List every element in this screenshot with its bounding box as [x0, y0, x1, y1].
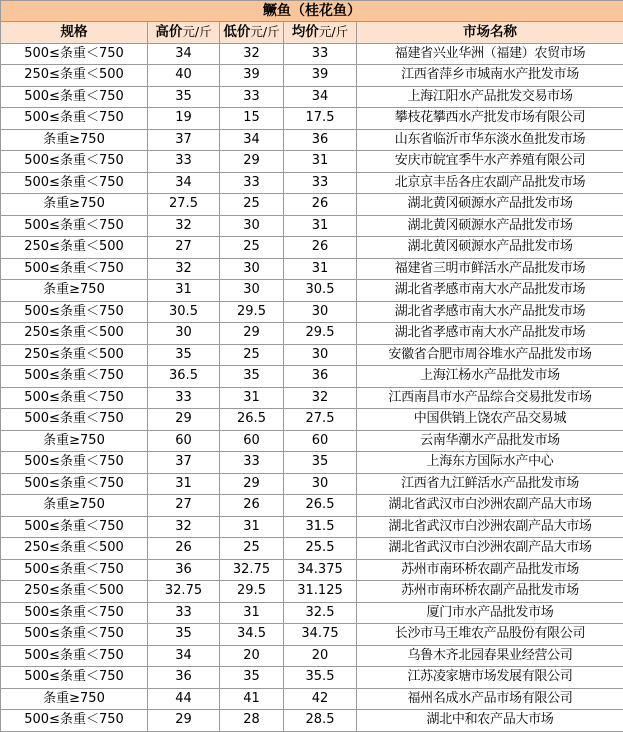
cell-avg-price: 26.5	[284, 495, 357, 517]
cell-avg-price: 26	[284, 237, 357, 259]
cell-low-price: 26	[220, 495, 284, 517]
header-market	[357, 22, 623, 44]
table-row	[1, 323, 623, 345]
cell-high-price: 33	[148, 602, 220, 624]
header-avg-unit: 元/斤	[319, 24, 348, 39]
cell-high-price: 33	[148, 151, 220, 173]
cell-avg-price: 20	[284, 645, 357, 667]
table-row	[1, 710, 623, 732]
cell-market-name: 乌鲁木齐北园春果业经营公司	[357, 645, 623, 667]
cell-low-price: 29	[220, 323, 284, 345]
table-row	[1, 430, 623, 452]
cell-market-name: 云南华潮水产品批发市场	[357, 430, 623, 452]
cell-low-price: 31	[220, 387, 284, 409]
cell-high-price: 37	[148, 129, 220, 151]
cell-spec: 250≤条重＜500	[1, 65, 148, 87]
cell-spec: 250≤条重＜500	[1, 538, 148, 560]
table-row	[1, 645, 623, 667]
cell-high-price: 34	[148, 172, 220, 194]
cell-low-price: 29.5	[220, 581, 284, 603]
cell-market-name: 上海江阳水产品批发交易市场	[357, 86, 623, 108]
cell-market-name: 江西省九江鲜活水产品批发市场	[357, 473, 623, 495]
cell-spec: 250≤条重＜500	[1, 323, 148, 345]
cell-high-price: 31	[148, 280, 220, 302]
cell-low-price: 20	[220, 645, 284, 667]
cell-spec: 500≤条重＜750	[1, 301, 148, 323]
cell-low-price: 30	[220, 280, 284, 302]
cell-market-name: 湖北省武汉市白沙洲农副产品大市场	[357, 538, 623, 560]
cell-avg-price: 33	[284, 172, 357, 194]
table-row	[1, 215, 623, 237]
cell-avg-price: 34.375	[284, 559, 357, 581]
cell-avg-price: 34	[284, 86, 357, 108]
cell-spec: 500≤条重＜750	[1, 559, 148, 581]
header-avg-label: 均价	[292, 24, 319, 40]
cell-spec: 250≤条重＜500	[1, 581, 148, 603]
cell-high-price: 19	[148, 108, 220, 130]
cell-low-price: 60	[220, 430, 284, 452]
cell-avg-price: 36	[284, 366, 357, 388]
title-row	[1, 1, 623, 22]
cell-avg-price: 31	[284, 258, 357, 280]
cell-market-name: 福州名成水产品市场有限公司	[357, 688, 623, 710]
cell-avg-price: 17.5	[284, 108, 357, 130]
table-row	[1, 151, 623, 173]
cell-market-name: 安庆市皖宜季牛水产养殖有限公司	[357, 151, 623, 173]
cell-avg-price: 31	[284, 215, 357, 237]
cell-high-price: 27.5	[148, 194, 220, 216]
cell-high-price: 40	[148, 65, 220, 87]
cell-spec: 500≤条重＜750	[1, 108, 148, 130]
table-row	[1, 602, 623, 624]
cell-avg-price: 35.5	[284, 667, 357, 689]
cell-avg-price: 30	[284, 473, 357, 495]
cell-avg-price: 30	[284, 344, 357, 366]
table-row	[1, 667, 623, 689]
cell-avg-price: 30	[284, 301, 357, 323]
cell-avg-price: 28.5	[284, 710, 357, 732]
cell-high-price: 32.75	[148, 581, 220, 603]
table-row	[1, 129, 623, 151]
table-row	[1, 366, 623, 388]
cell-spec: 500≤条重＜750	[1, 151, 148, 173]
cell-market-name: 湖北黄冈硕源水产品批发市场	[357, 194, 623, 216]
cell-high-price: 44	[148, 688, 220, 710]
cell-market-name: 长沙市马王堆农产品股份有限公司	[357, 624, 623, 646]
cell-high-price: 29	[148, 710, 220, 732]
cell-avg-price: 27.5	[284, 409, 357, 431]
header-row	[1, 22, 623, 44]
cell-high-price: 31	[148, 473, 220, 495]
table-row	[1, 516, 623, 538]
cell-avg-price: 31	[284, 151, 357, 173]
cell-avg-price: 25.5	[284, 538, 357, 560]
cell-market-name: 湖北省武汉市白沙洲农副产品大市场	[357, 516, 623, 538]
cell-avg-price: 31.125	[284, 581, 357, 603]
cell-market-name: 湖北中和农产品大市场	[357, 710, 623, 732]
cell-spec: 500≤条重＜750	[1, 645, 148, 667]
cell-avg-price: 31.5	[284, 516, 357, 538]
cell-high-price: 34	[148, 43, 220, 65]
cell-avg-price: 26	[284, 194, 357, 216]
cell-spec: 500≤条重＜750	[1, 387, 148, 409]
header-spec	[1, 22, 148, 44]
cell-market-name: 苏州市南环桥农副产品批发市场	[357, 559, 623, 581]
table-row	[1, 409, 623, 431]
cell-high-price: 26	[148, 538, 220, 560]
cell-spec: 条重≥750	[1, 129, 148, 151]
cell-low-price: 39	[220, 65, 284, 87]
cell-avg-price: 30.5	[284, 280, 357, 302]
cell-avg-price: 34.75	[284, 624, 357, 646]
cell-market-name: 山东省临沂市华东淡水鱼批发市场	[357, 129, 623, 151]
header-spec-label: 规格	[61, 24, 88, 40]
cell-low-price: 34	[220, 129, 284, 151]
cell-high-price: 32	[148, 516, 220, 538]
cell-high-price: 29	[148, 409, 220, 431]
cell-spec: 500≤条重＜750	[1, 43, 148, 65]
table-row	[1, 172, 623, 194]
cell-low-price: 28	[220, 710, 284, 732]
cell-avg-price: 32	[284, 387, 357, 409]
cell-market-name: 福建省兴业华洲（福建）农贸市场	[357, 43, 623, 65]
table-row	[1, 344, 623, 366]
cell-high-price: 36.5	[148, 366, 220, 388]
table-row	[1, 624, 623, 646]
cell-low-price: 15	[220, 108, 284, 130]
cell-low-price: 30	[220, 258, 284, 280]
cell-spec: 500≤条重＜750	[1, 602, 148, 624]
header-low-label: 低价	[223, 24, 250, 40]
cell-low-price: 29.5	[220, 301, 284, 323]
cell-low-price: 25	[220, 194, 284, 216]
cell-spec: 500≤条重＜750	[1, 624, 148, 646]
cell-low-price: 34.5	[220, 624, 284, 646]
cell-high-price: 37	[148, 452, 220, 474]
cell-market-name: 上海东方国际水产中心	[357, 452, 623, 474]
cell-high-price: 36	[148, 667, 220, 689]
cell-high-price: 32	[148, 215, 220, 237]
cell-spec: 500≤条重＜750	[1, 258, 148, 280]
cell-high-price: 27	[148, 237, 220, 259]
cell-avg-price: 36	[284, 129, 357, 151]
table-row	[1, 237, 623, 259]
cell-low-price: 31	[220, 602, 284, 624]
cell-high-price: 35	[148, 344, 220, 366]
cell-spec: 500≤条重＜750	[1, 516, 148, 538]
cell-market-name: 苏州市南环桥农副产品批发市场	[357, 581, 623, 603]
cell-market-name: 江西省萍乡市城南水产批发市场	[357, 65, 623, 87]
table-row	[1, 581, 623, 603]
header-avg	[284, 22, 357, 44]
cell-avg-price: 39	[284, 65, 357, 87]
cell-market-name: 湖北黄冈硕源水产品批发市场	[357, 237, 623, 259]
cell-market-name: 湖北省孝感市南大水产品批发市场	[357, 323, 623, 345]
cell-avg-price: 29.5	[284, 323, 357, 345]
header-low	[220, 22, 284, 44]
cell-market-name: 攀枝花攀西水产批发市场有限公司	[357, 108, 623, 130]
cell-spec: 条重≥750	[1, 688, 148, 710]
cell-low-price: 41	[220, 688, 284, 710]
cell-spec: 500≤条重＜750	[1, 452, 148, 474]
cell-market-name: 中国供销上饶农产品交易城	[357, 409, 623, 431]
cell-high-price: 30.5	[148, 301, 220, 323]
cell-high-price: 27	[148, 495, 220, 517]
table-row	[1, 452, 623, 474]
table-row	[1, 473, 623, 495]
cell-high-price: 33	[148, 387, 220, 409]
cell-spec: 条重≥750	[1, 495, 148, 517]
cell-market-name: 湖北黄冈硕源水产品批发市场	[357, 215, 623, 237]
cell-low-price: 32.75	[220, 559, 284, 581]
table-title: 鳜鱼（桂花鱼）	[1, 1, 623, 22]
cell-high-price: 60	[148, 430, 220, 452]
cell-spec: 500≤条重＜750	[1, 366, 148, 388]
cell-spec: 500≤条重＜750	[1, 86, 148, 108]
table-row	[1, 559, 623, 581]
cell-market-name: 北京京丰岳各庄农副产品批发市场	[357, 172, 623, 194]
cell-spec: 250≤条重＜500	[1, 344, 148, 366]
cell-spec: 500≤条重＜750	[1, 473, 148, 495]
cell-low-price: 29	[220, 473, 284, 495]
header-high-unit: 元/斤	[182, 24, 211, 39]
cell-low-price: 31	[220, 516, 284, 538]
cell-low-price: 33	[220, 452, 284, 474]
cell-low-price: 33	[220, 86, 284, 108]
cell-spec: 500≤条重＜750	[1, 215, 148, 237]
cell-high-price: 32	[148, 258, 220, 280]
cell-high-price: 30	[148, 323, 220, 345]
cell-low-price: 30	[220, 215, 284, 237]
table-row	[1, 65, 623, 87]
table-row	[1, 688, 623, 710]
cell-avg-price: 60	[284, 430, 357, 452]
cell-high-price: 36	[148, 559, 220, 581]
cell-low-price: 35	[220, 667, 284, 689]
cell-spec: 条重≥750	[1, 280, 148, 302]
cell-spec: 500≤条重＜750	[1, 409, 148, 431]
cell-low-price: 25	[220, 538, 284, 560]
header-high	[148, 22, 220, 44]
cell-low-price: 25	[220, 344, 284, 366]
cell-avg-price: 32.5	[284, 602, 357, 624]
table-row	[1, 387, 623, 409]
cell-low-price: 26.5	[220, 409, 284, 431]
header-low-unit: 元/斤	[250, 24, 279, 39]
cell-spec: 500≤条重＜750	[1, 667, 148, 689]
cell-avg-price: 33	[284, 43, 357, 65]
cell-market-name: 湖北省武汉市白沙洲农副产品大市场	[357, 495, 623, 517]
table-row	[1, 301, 623, 323]
cell-low-price: 35	[220, 366, 284, 388]
header-high-label: 高价	[155, 24, 182, 40]
cell-spec: 条重≥750	[1, 430, 148, 452]
cell-low-price: 32	[220, 43, 284, 65]
cell-spec: 500≤条重＜750	[1, 710, 148, 732]
table-row	[1, 108, 623, 130]
cell-market-name: 厦门市水产品批发市场	[357, 602, 623, 624]
header-market-label: 市场名称	[463, 24, 517, 40]
cell-avg-price: 35	[284, 452, 357, 474]
cell-high-price: 35	[148, 624, 220, 646]
cell-market-name: 江苏凌家塘市场发展有限公司	[357, 667, 623, 689]
table-row	[1, 258, 623, 280]
table-row	[1, 194, 623, 216]
cell-avg-price: 42	[284, 688, 357, 710]
cell-spec: 500≤条重＜750	[1, 172, 148, 194]
cell-market-name: 江西南昌市水产品综合交易批发市场	[357, 387, 623, 409]
table-row	[1, 495, 623, 517]
cell-low-price: 33	[220, 172, 284, 194]
cell-market-name: 湖北省孝感市南大水产品批发市场	[357, 301, 623, 323]
cell-market-name: 上海江杨水产品批发市场	[357, 366, 623, 388]
table-row	[1, 280, 623, 302]
cell-low-price: 29	[220, 151, 284, 173]
cell-market-name: 福建省三明市鲜活水产品批发市场	[357, 258, 623, 280]
table-row	[1, 43, 623, 65]
cell-low-price: 25	[220, 237, 284, 259]
cell-spec: 250≤条重＜500	[1, 237, 148, 259]
cell-market-name: 湖北省孝感市南大水产品批发市场	[357, 280, 623, 302]
cell-high-price: 34	[148, 645, 220, 667]
cell-spec: 条重≥750	[1, 194, 148, 216]
table-row	[1, 538, 623, 560]
table-row	[1, 86, 623, 108]
cell-high-price: 35	[148, 86, 220, 108]
cell-market-name: 安徽省合肥市周谷堆水产品批发市场	[357, 344, 623, 366]
